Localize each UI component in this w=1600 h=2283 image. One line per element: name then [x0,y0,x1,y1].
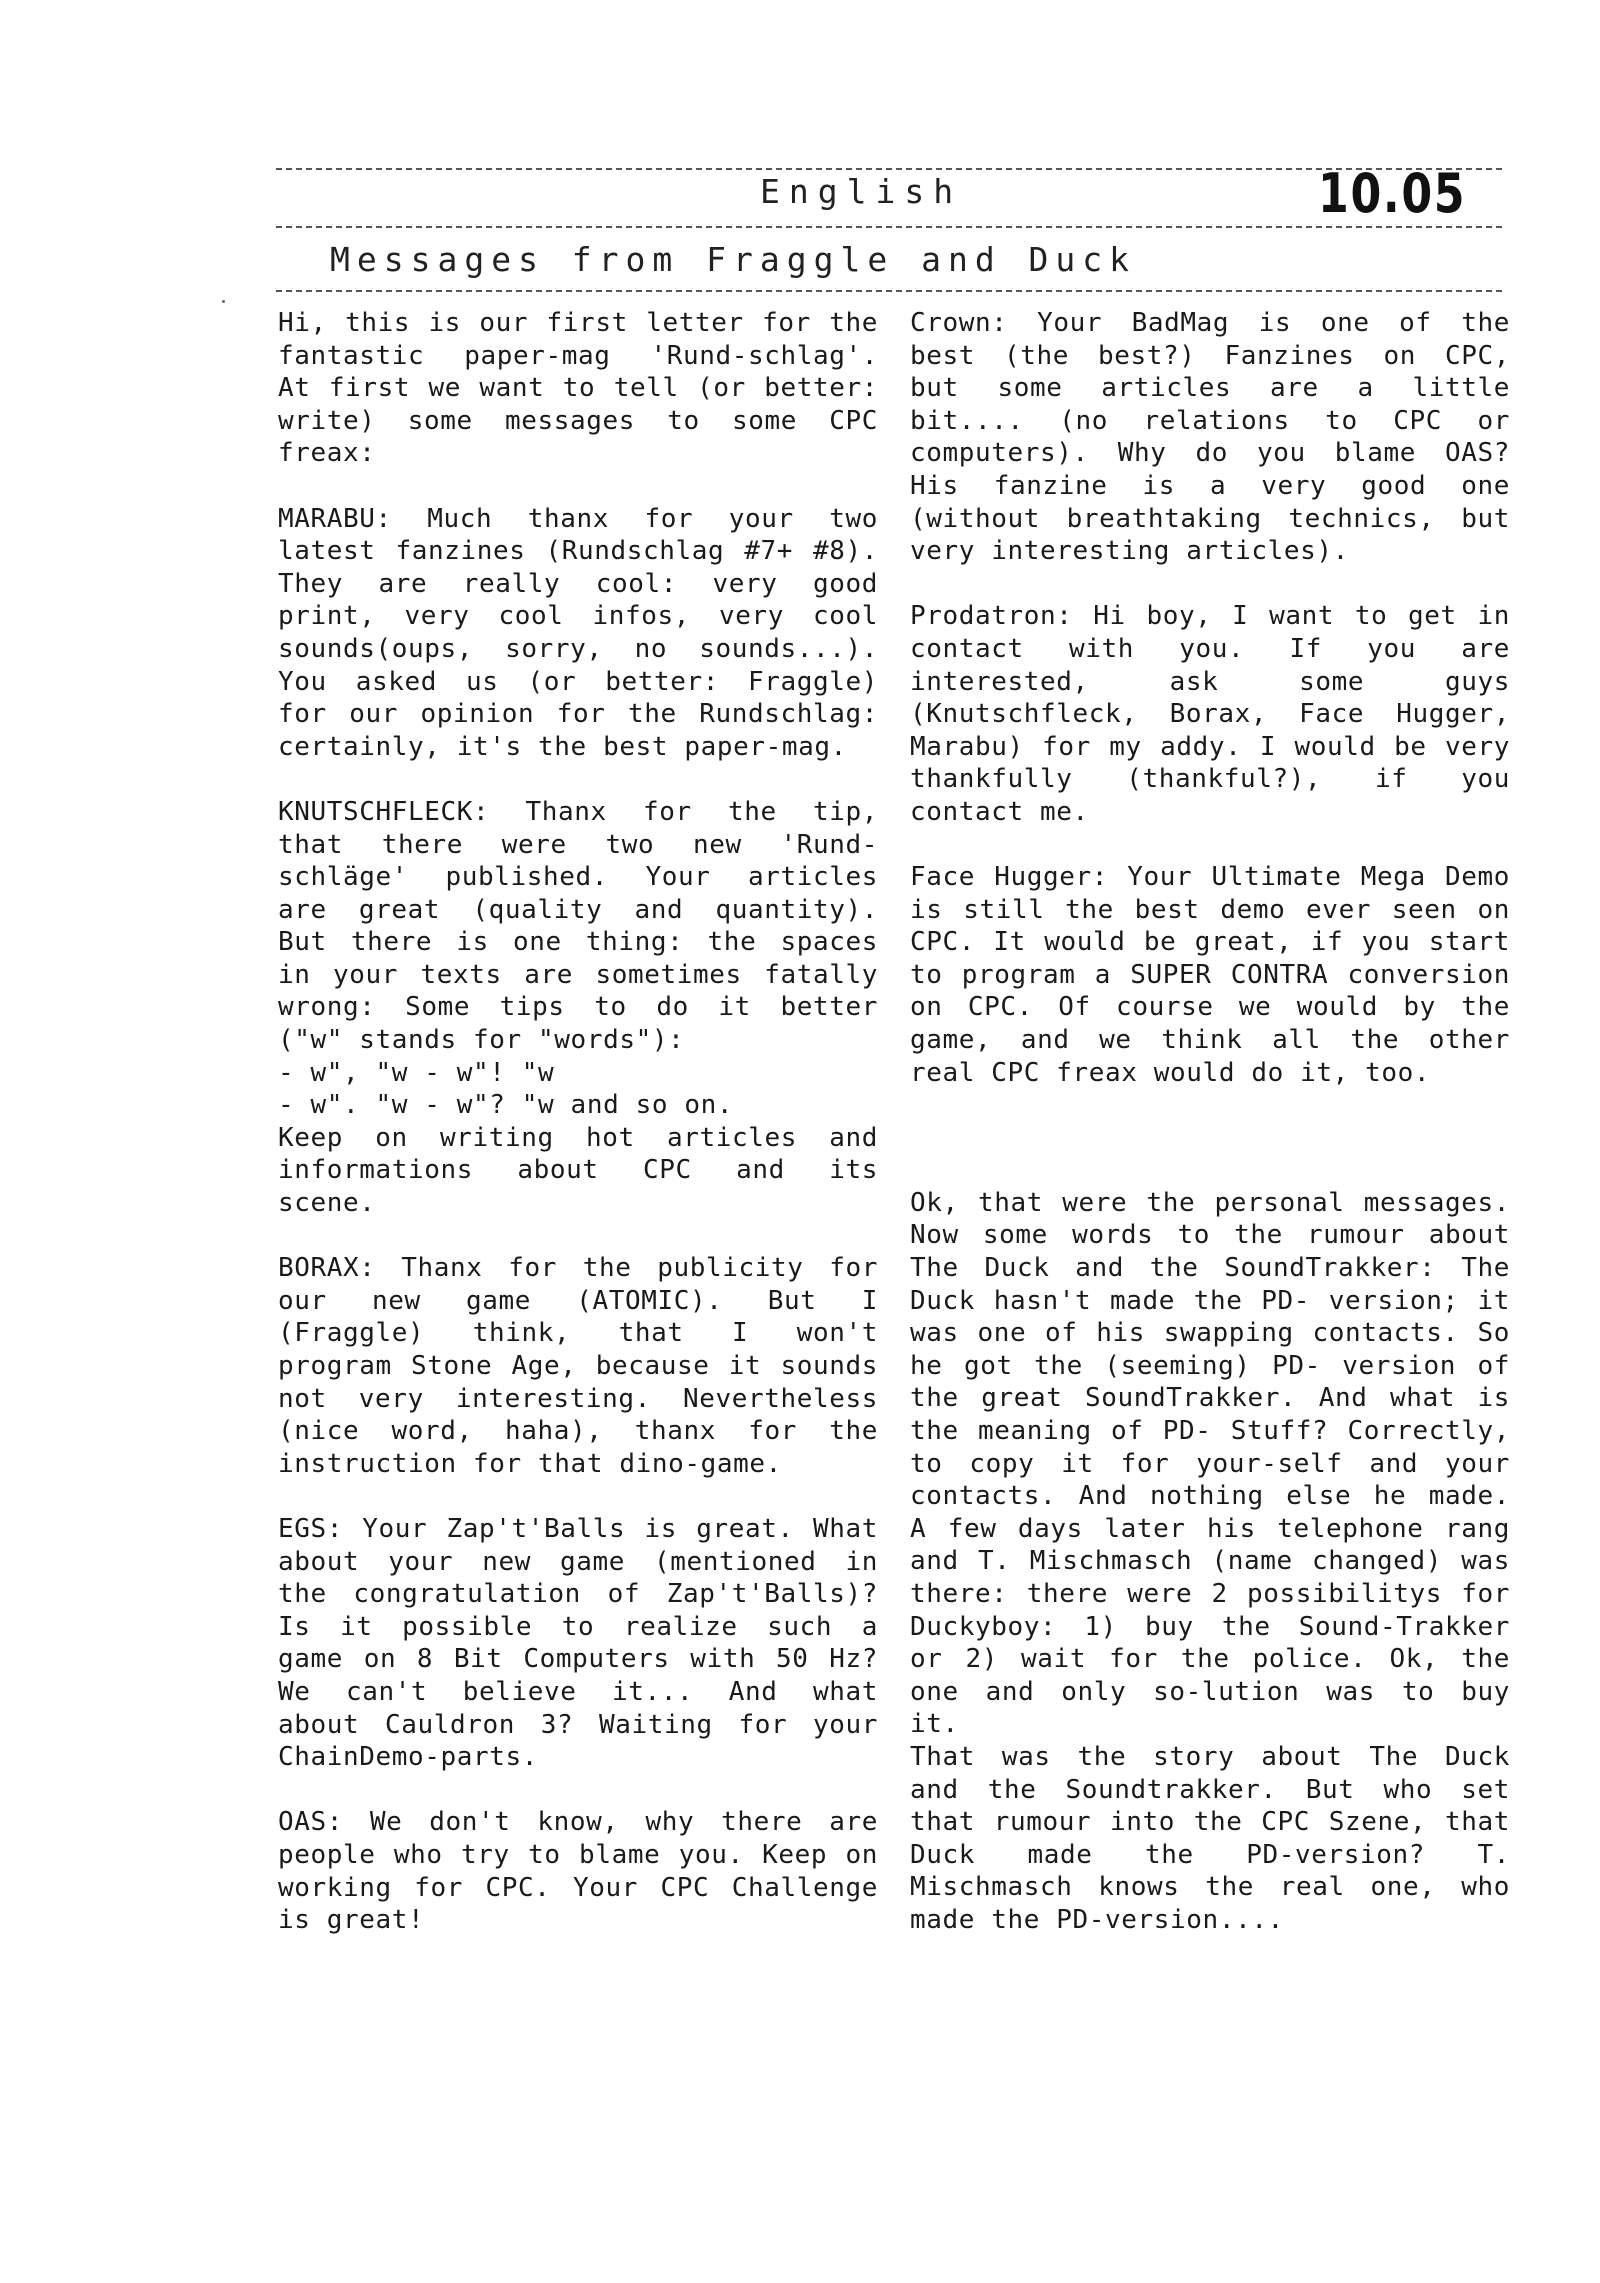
section-title: English [760,172,963,211]
header-bottom-rule [276,290,1502,292]
left-column [278,307,878,1969]
header-middle-rule [276,226,1502,228]
message-borax: BORAX: Thanx for the publicity for our new game (ATOMIC). But I (Fraggle) think, that I won't program Stone Age, because it sounds not very interesting. Nevertheless (nice word, haha), thanx for the instruction for that dino-game. [278,1253,878,1479]
scan-speck [222,300,225,303]
message-prodatron: Prodatron: Hi boy, I want to get in contact with you. If you are interested, ask some guys (Knutschfleck, Borax, Face Hugger, Marabu) for my addy. I would be very thankfully (thankful?), if you contact me. [910,601,1510,827]
message-face-hugger: Face Hugger: Your Ultimate Mega Demo is still the best demo ever seen on CPC. It would be great, if you start to program a SUPER CONTRA conversion on CPC. Of course we would by the game, and we think all the other real CPC freax would do it, too. [910,862,1510,1088]
message-crown: Crown: Your BadMag is one of the best (the best?) Fanzines on CPC, but some articles are a little bit.... (no relations to CPC or computers). Why do you blame OAS? His fanzine is a very good one (without breathtaking technics, but very interesting articles). [910,308,1510,567]
message-knutschfleck: KNUTSCHFLECK: Thanx for the tip, that there were two new 'Rund-schläge' published. Your articles are great (quality and quantity). But there is one thing: the spaces in your texts are sometimes fatally wrong: Some tips to do it better ("w" stands for "words"): - w", "w - w"! "w - w". "w - w"? "w and so on. Keep on writing hot articles and informations about CPC and its scene. [278,796,878,1219]
message-oas: OAS: We don't know, why there are people who try to blame you. Keep on working for CPC. Your CPC Challenge is great! [278,1807,878,1936]
rumour-paragraph: Ok, that were the personal messages. Now some words to the rumour about The Duck and the SoundTrakker: The Duck hasn't made the PD- version; it was one of his swapping contacts. So he got the (seeming) PD- version of the great SoundTrakker. And what is the meaning of PD- Stuff? Correctly, to copy it for your-self and your contacts. And nothing else he made. A few days later his telephone rang and T. Mischmasch (name changed) was there: there were 2 possibilitys for Duckyboy: 1) buy the Sound-Trakker or 2) wait for the police. Ok, the one and only so-lution was to buy it. [910,1187,1510,1740]
page-number: 10.05 [1318,162,1467,225]
story-paragraph: That was the story about The Duck and the Soundtrakker. But who set that rumour into the CPC Szene, that Duck made the PD-version? T. Mischmasch knows the real one, who made the PD-version.... [910,1741,1510,1935]
article-title: Messages from Fraggle and Duck [330,240,1137,279]
intro-paragraph: Hi, this is our first letter for the fantastic paper-mag 'Rund-schlag'. At first we want to tell (or better: write) some messages to some CPC freax: [278,308,878,469]
message-egs: EGS: Your Zap't'Balls is great. What about your new game (mentioned in the congratulation of Zap't'Balls)? Is it possible to realize such a game on 8 Bit Computers with 50 Hz? We can't believe it... And what about Cauldron 3? Waiting for your ChainDemo-parts. [278,1513,878,1773]
message-marabu: MARABU: Much thanx for your two latest fanzines (Rundschlag #7+ #8). They are really cool: very good print, very cool infos, very cool sounds(oups, sorry, no sounds...). You asked us (or better: Fraggle) for our opinion for the Rundschlag: certainly, it's the best paper-mag. [278,503,878,762]
column-spacer [910,1122,1510,1187]
right-column [910,307,1510,1969]
